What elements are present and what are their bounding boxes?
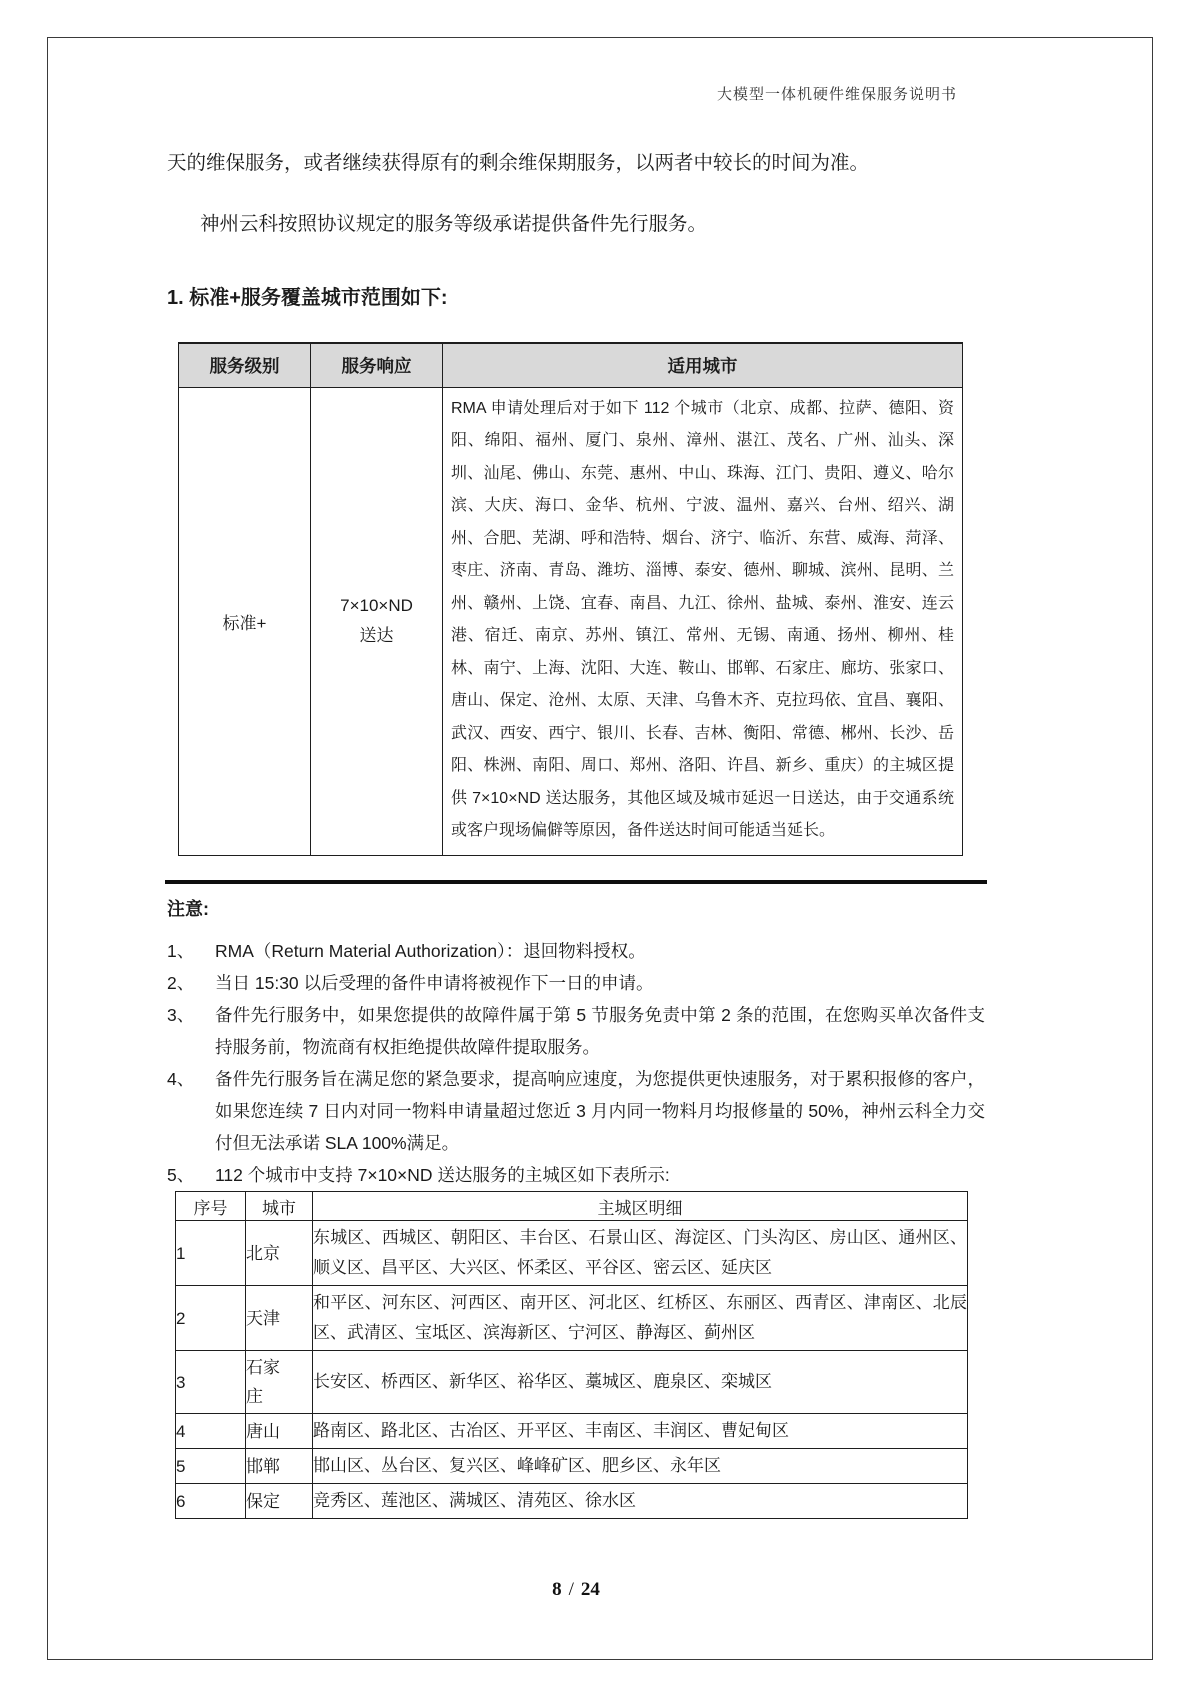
table-row-shijiazhuang	[176, 1351, 968, 1414]
district-list: 路南区、路北区、古冶区、开平区、丰南区、丰润区、曹妃甸区	[313, 1414, 968, 1449]
district-list: 和平区、河东区、河西区、南开区、河北区、红桥区、东丽区、西青区、津南区、北辰区、武清区、宝坻区、滨海新区、宁河区、静海区、蓟州区	[313, 1286, 968, 1351]
service-table-header-row	[179, 343, 963, 387]
document-header-title: 大模型一体机硬件维保服务说明书	[716, 87, 957, 103]
col-header-applicable-cities: 适用城市	[443, 343, 963, 387]
city-name	[246, 1286, 313, 1351]
col-header-service-response: 服务响应	[311, 343, 443, 387]
page-number-separator: /	[568, 1579, 574, 1600]
page-footer	[167, 1579, 985, 1601]
city-name-text: 唐山	[246, 1421, 280, 1441]
row-index: 5	[176, 1449, 246, 1484]
notes-list	[167, 935, 985, 1191]
note-text: 112 个城市中支持 7×10×ND 送达服务的主城区如下表所示:	[215, 1165, 670, 1185]
district-list: 邯山区、丛台区、复兴区、峰峰矿区、肥乡区、永年区	[313, 1449, 968, 1484]
city-name	[246, 1221, 313, 1286]
col-header-index: 序号	[176, 1192, 246, 1221]
service-response-cell	[311, 387, 443, 855]
section-divider-rule	[165, 880, 987, 885]
district-table-header-row	[176, 1192, 968, 1221]
page-content	[167, 85, 985, 1601]
note-item-5	[167, 1159, 985, 1191]
paragraph-warranty-continuation: 天的维保服务，或者继续获得原有的剩余维保期服务，以两者中较长的时间为准。	[167, 152, 870, 174]
response-line1: 7×10×ND	[340, 596, 413, 615]
page-number-total: 24	[580, 1579, 600, 1600]
note-text: 当日 15:30 以后受理的备件申请将被视作下一日的申请。	[215, 973, 654, 993]
row-index: 3	[176, 1351, 246, 1414]
note-item-4	[167, 1063, 985, 1159]
note-text: RMA（Return Material Authorization）：退回物料授权。	[215, 941, 646, 961]
row-index: 4	[176, 1414, 246, 1449]
district-list: 东城区、西城区、朝阳区、丰台区、石景山区、海淀区、门头沟区、房山区、通州区、顺义区、昌平区、大兴区、怀柔区、平谷区、密云区、延庆区	[313, 1221, 968, 1286]
row-index: 6	[176, 1484, 246, 1519]
district-list: 竞秀区、莲池区、满城区、清苑区、徐水区	[313, 1484, 968, 1519]
page-number-current: 8	[552, 1579, 562, 1600]
note-item-1	[167, 935, 985, 967]
applicable-cities-cell: RMA 申请处理后对于如下 112 个城市（北京、成都、拉萨、德阳、资阳、绵阳、福州、厦门、泉州、漳州、湛江、茂名、广州、汕头、深圳、汕尾、佛山、东莞、惠州、中山、珠海、江门、贵阳、遵义、哈尔滨、大庆、海口、金华、杭州、宁波、温州、嘉兴、台州、绍兴、湖州、合肥、芜湖、呼和浩特、烟台、济宁、临沂、东营、威海、菏泽、枣庄、济南、青岛、潍坊、淄博、泰安、德州、聊城、滨州、昆明、兰州、赣州、上饶、宜春、南昌、九江、徐州、盐城、泰州、淮安、连云港、宿迁、南京、苏州、镇江、常州、无锡、南通、扬州、柳州、桂林、南宁、上海、沈阳、大连、鞍山、邯郸、石家庄、廊坊、张家口、唐山、保定、沧州、太原、天津、乌鲁木齐、克拉玛依、宜昌、襄阳、武汉、西安、西宁、银川、长春、吉林、衡阳、常德、郴州、长沙、岳阳、株洲、南阳、周口、郑州、洛阳、许昌、新乡、重庆）的主城区提供 7×10×ND 送达服务，其他区域及城市延迟一日送达，由于交通系统或客户现场偏僻等原因，备件送达时间可能适当延长。	[443, 387, 963, 855]
city-name-text: 北京	[246, 1243, 280, 1263]
section-heading: 1. 标准+服务覆盖城市范围如下:	[167, 287, 448, 309]
note-item-3	[167, 999, 985, 1063]
note-number: 2、	[167, 973, 195, 993]
note-number: 5、	[167, 1165, 195, 1185]
table-row-baoding	[176, 1484, 968, 1519]
table-row-tianjin	[176, 1286, 968, 1351]
city-name	[246, 1484, 313, 1519]
city-name	[246, 1449, 313, 1484]
row-index: 2	[176, 1286, 246, 1351]
col-header-city: 城市	[246, 1192, 313, 1221]
city-name-text: 石家庄	[246, 1358, 280, 1406]
city-name	[246, 1351, 313, 1414]
service-level-cell: 标准+	[179, 387, 311, 855]
note-text: 备件先行服务中，如果您提供的故障件属于第 5 节服务免责中第 2 条的范围，在您购买单次备件支持服务前，物流商有权拒绝提供故障件提取服务。	[215, 1005, 985, 1057]
note-number: 1、	[167, 941, 195, 961]
col-header-district-detail: 主城区明细	[313, 1192, 968, 1221]
service-table-row	[179, 387, 963, 855]
city-name-text: 邯郸	[246, 1456, 280, 1476]
district-detail-table	[175, 1191, 968, 1519]
paragraph-service-commitment: 神州云科按照协议规定的服务等级承诺提供备件先行服务。	[200, 213, 708, 235]
city-name	[246, 1414, 313, 1449]
response-line2: 送达	[359, 626, 394, 645]
col-header-service-level: 服务级别	[179, 343, 311, 387]
service-coverage-table	[178, 342, 963, 856]
notes-label: 注意:	[167, 899, 209, 919]
table-row-tangshan	[176, 1414, 968, 1449]
note-number: 3、	[167, 1005, 195, 1025]
note-number: 4、	[167, 1069, 195, 1089]
table-row-beijing	[176, 1221, 968, 1286]
note-item-2	[167, 967, 985, 999]
table-row-handan	[176, 1449, 968, 1484]
city-name-text: 保定	[246, 1491, 280, 1511]
note-text: 备件先行服务旨在满足您的紧急要求，提高响应速度，为您提供更快速服务，对于累积报修的客户，如果您连续 7 日内对同一物料申请量超过您近 3 月内同一物料月均报修量的 50%，神州云科全力交付但无法承诺 SLA 100%满足。	[215, 1069, 985, 1153]
city-name-text: 天津	[246, 1308, 280, 1328]
row-index: 1	[176, 1221, 246, 1286]
district-list: 长安区、桥西区、新华区、裕华区、藁城区、鹿泉区、栾城区	[313, 1351, 968, 1414]
